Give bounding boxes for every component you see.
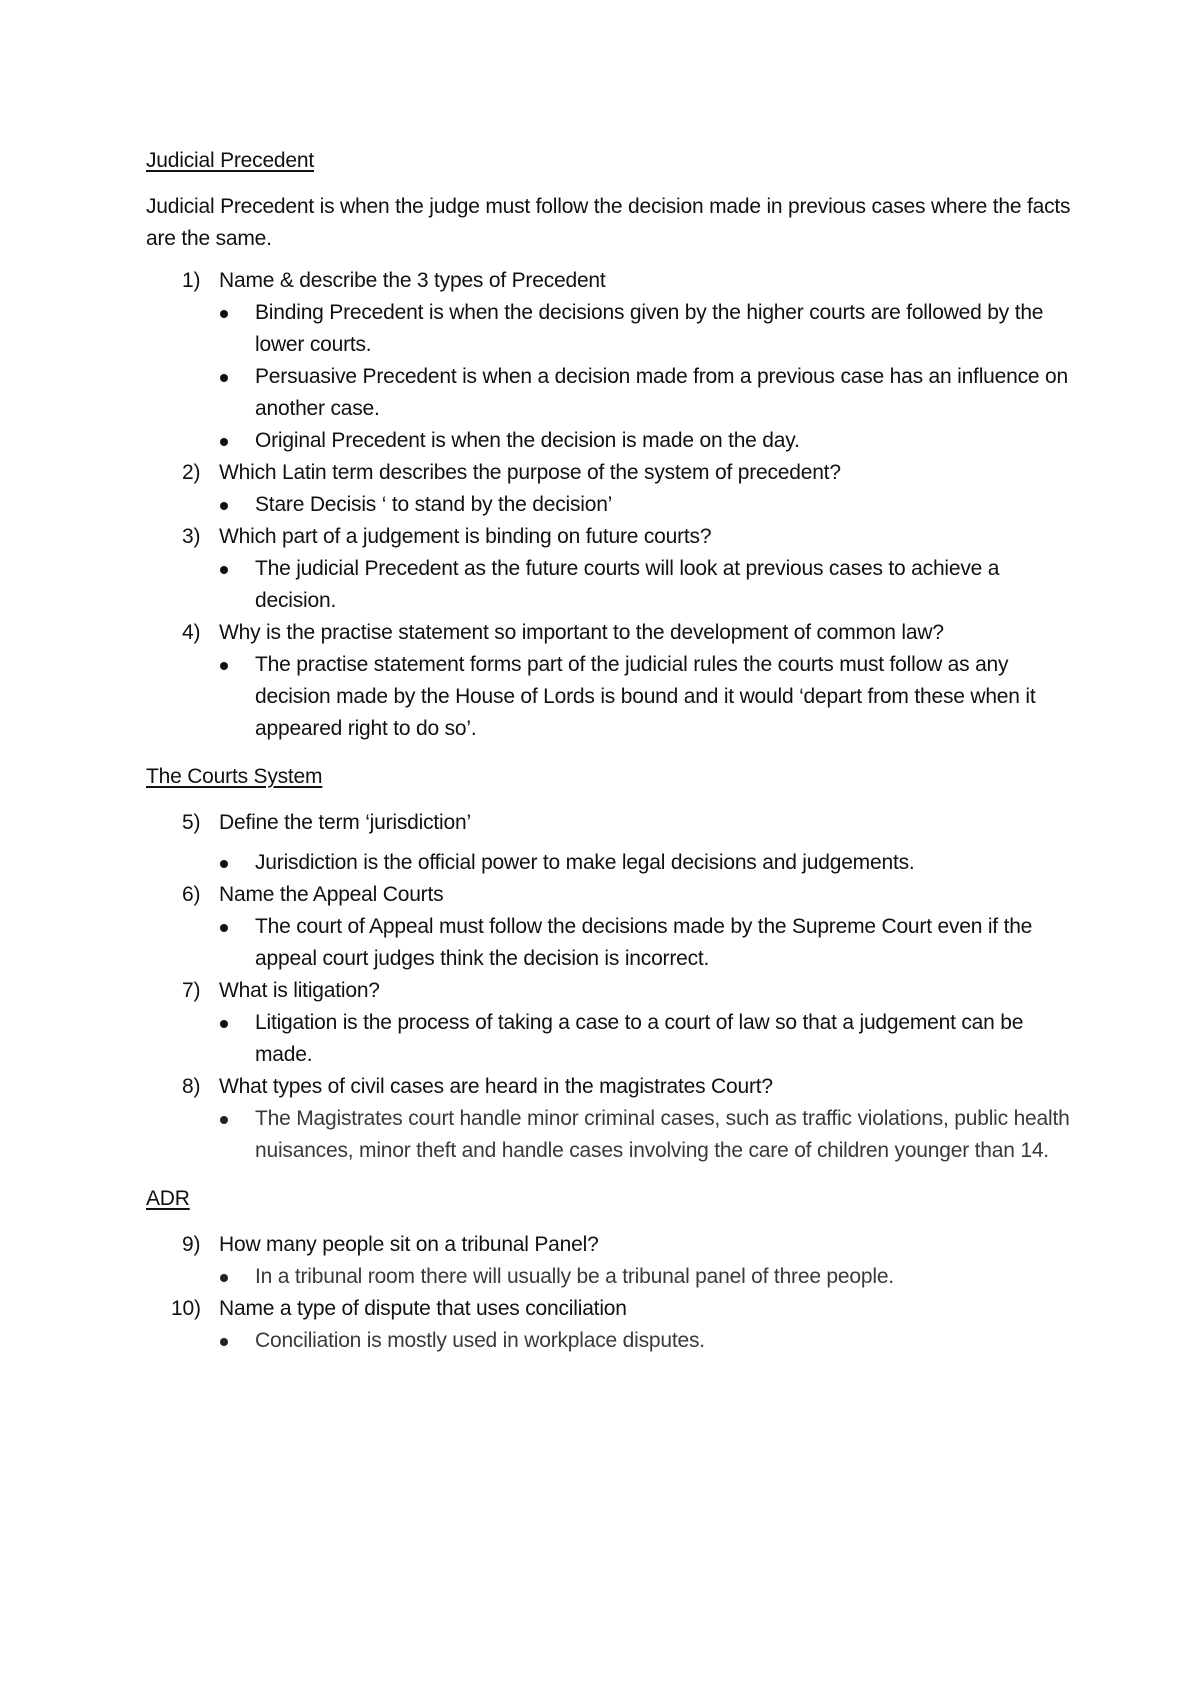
question-number: 1) bbox=[182, 269, 201, 292]
question-5 bbox=[146, 807, 1076, 839]
section-heading-courts-system: The Courts System bbox=[146, 765, 323, 788]
section-intro: Judicial Precedent is when the judge must follow the decision made in previous cases where the facts are the same. bbox=[146, 195, 1071, 250]
question-number: 2) bbox=[182, 461, 201, 484]
answer-text: Binding Precedent is when the decisions given by the higher courts are followed by the lower courts. bbox=[255, 301, 1044, 356]
bullet-icon bbox=[220, 310, 228, 318]
answer-bullet bbox=[146, 649, 1076, 745]
question-text: What is litigation? bbox=[219, 979, 380, 1002]
answer-bullet bbox=[146, 1261, 1076, 1293]
question-number: 5) bbox=[182, 811, 201, 834]
answer-text: Conciliation is mostly used in workplace disputes. bbox=[255, 1329, 705, 1352]
question-text: Which Latin term describes the purpose of the system of precedent? bbox=[219, 461, 841, 484]
answer-bullet bbox=[146, 847, 1076, 879]
answer-bullet bbox=[146, 1103, 1076, 1167]
answer-text: Litigation is the process of taking a case to a court of law so that a judgement can be made. bbox=[255, 1011, 1024, 1066]
question-number: 7) bbox=[182, 979, 201, 1002]
document-page bbox=[146, 145, 1076, 1357]
bullet-icon bbox=[220, 662, 228, 670]
bullet-icon bbox=[220, 1020, 228, 1028]
question-7 bbox=[146, 975, 1076, 1007]
bullet-icon bbox=[220, 860, 228, 868]
question-number: 6) bbox=[182, 883, 201, 906]
answer-text: The court of Appeal must follow the decisions made by the Supreme Court even if the appeal court judges think the decision is incorrect. bbox=[255, 915, 1033, 970]
answer-bullet bbox=[146, 361, 1076, 425]
bullet-icon bbox=[220, 924, 228, 932]
question-8 bbox=[146, 1071, 1076, 1103]
answer-bullet bbox=[146, 1325, 1076, 1357]
question-text: How many people sit on a tribunal Panel? bbox=[219, 1233, 599, 1256]
question-3 bbox=[146, 521, 1076, 553]
bullet-icon bbox=[220, 1338, 228, 1346]
answer-text: The practise statement forms part of the judicial rules the courts must follow as any decision made by the House of Lords is bound and it would ‘depart from these when it appeared right to do so’. bbox=[255, 653, 1036, 740]
answer-bullet bbox=[146, 297, 1076, 361]
answer-text: The judicial Precedent as the future courts will look at previous cases to achieve a decision. bbox=[255, 557, 1000, 612]
question-number: 4) bbox=[182, 621, 201, 644]
bullet-icon bbox=[220, 1116, 228, 1124]
question-text: Name & describe the 3 types of Precedent bbox=[219, 269, 606, 292]
answer-text: Original Precedent is when the decision is made on the day. bbox=[255, 429, 800, 452]
answer-bullet bbox=[146, 553, 1076, 617]
answer-text: Persuasive Precedent is when a decision made from a previous case has an influence on another case. bbox=[255, 365, 1068, 420]
answer-bullet bbox=[146, 1007, 1076, 1071]
question-text: Define the term ‘jurisdiction’ bbox=[219, 811, 471, 834]
answer-text: The Magistrates court handle minor criminal cases, such as traffic violations, public health nuisances, minor theft and handle cases involving the care of children younger than 14. bbox=[255, 1107, 1070, 1162]
question-text: Name a type of dispute that uses conciliation bbox=[219, 1297, 627, 1320]
answer-text: In a tribunal room there will usually be a tribunal panel of three people. bbox=[255, 1265, 894, 1288]
section-heading-judicial-precedent: Judicial Precedent bbox=[146, 149, 314, 172]
answer-bullet bbox=[146, 489, 1076, 521]
section-heading-adr: ADR bbox=[146, 1187, 190, 1210]
question-text: Which part of a judgement is binding on future courts? bbox=[219, 525, 712, 548]
answer-text: Jurisdiction is the official power to make legal decisions and judgements. bbox=[255, 851, 915, 874]
question-text: Name the Appeal Courts bbox=[219, 883, 444, 906]
answer-bullet bbox=[146, 425, 1076, 457]
answer-bullet bbox=[146, 911, 1076, 975]
question-1 bbox=[146, 265, 1076, 297]
bullet-icon bbox=[220, 438, 228, 446]
question-text: What types of civil cases are heard in the magistrates Court? bbox=[219, 1075, 773, 1098]
bullet-icon bbox=[220, 1274, 228, 1282]
question-9 bbox=[146, 1229, 1076, 1261]
bullet-icon bbox=[220, 566, 228, 574]
question-number: 3) bbox=[182, 525, 201, 548]
question-number: 9) bbox=[182, 1233, 201, 1256]
question-number: 8) bbox=[182, 1075, 201, 1098]
question-10 bbox=[146, 1293, 1076, 1325]
question-2 bbox=[146, 457, 1076, 489]
bullet-icon bbox=[220, 502, 228, 510]
question-6 bbox=[146, 879, 1076, 911]
answer-text: Stare Decisis ‘ to stand by the decision’ bbox=[255, 493, 613, 516]
question-4 bbox=[146, 617, 1076, 649]
question-text: Why is the practise statement so important to the development of common law? bbox=[219, 621, 944, 644]
question-number: 10) bbox=[171, 1297, 201, 1320]
bullet-icon bbox=[220, 374, 228, 382]
